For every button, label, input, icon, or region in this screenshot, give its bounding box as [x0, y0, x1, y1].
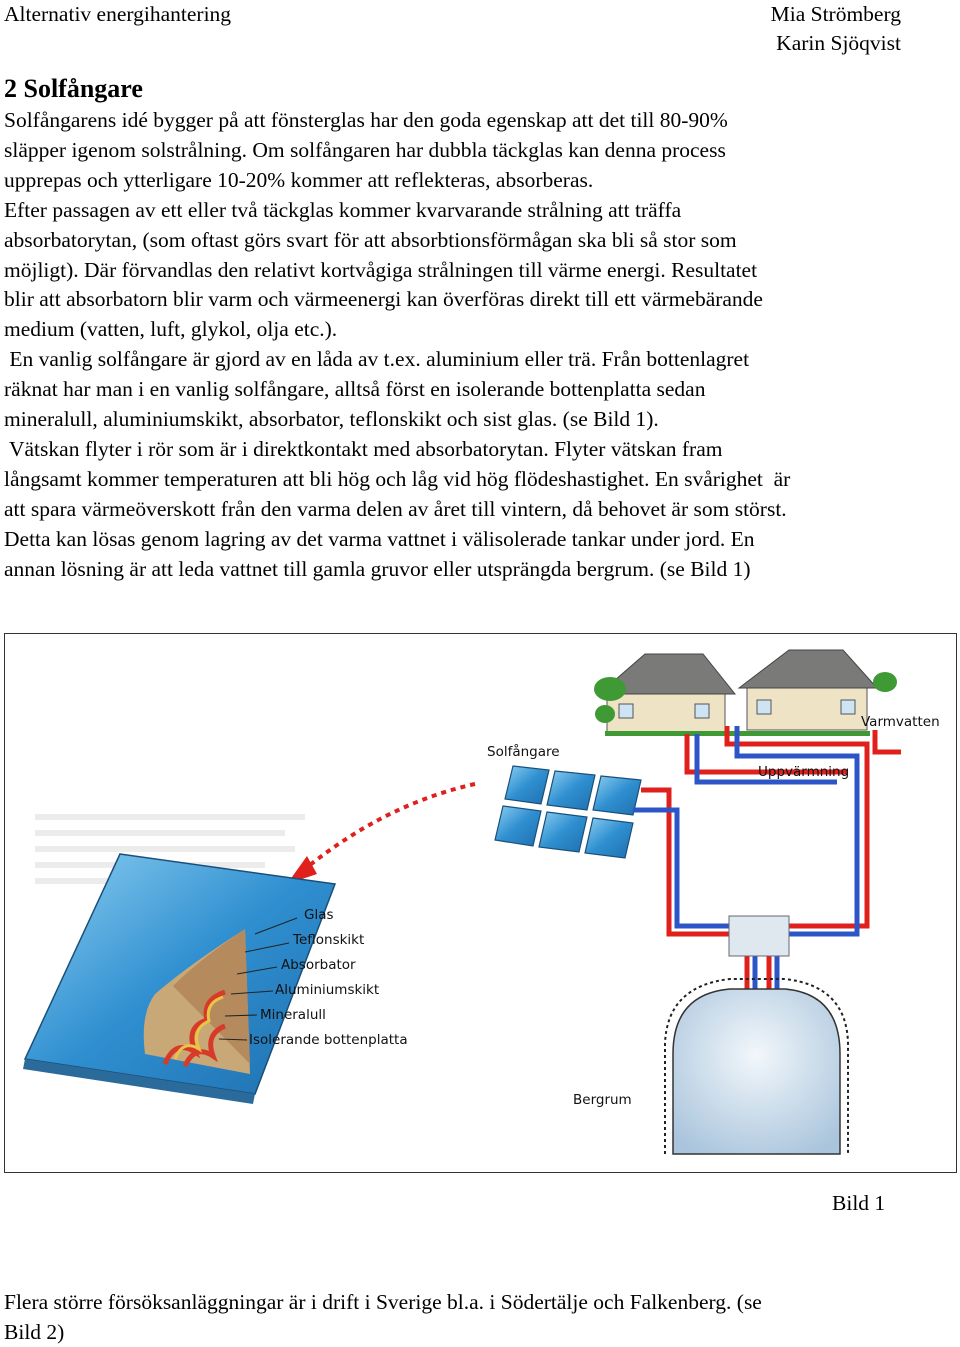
house — [739, 650, 877, 730]
body-line: Flera större försöksanläggningar är i drift i Sverige bl.a. i Södertälje och Falkenberg. (se — [4, 1290, 762, 1314]
solar-collector-figure — [4, 633, 957, 1173]
body-line: Solfångarens idé bygger på att fönsterglas har den goda egenskap att det till 80-90% — [4, 108, 728, 132]
solar-panel-array — [495, 766, 641, 858]
figure-illustration — [5, 634, 955, 1171]
body-line: räknat har man i en vanlig solfångare, alltså först en isolerande bottenplatta sedan — [4, 377, 706, 402]
author-list — [771, 0, 901, 58]
body-line: medium (vatten, luft, glykol, olja etc.). — [4, 317, 338, 342]
label-glas: Glas — [304, 907, 334, 923]
heat-exchanger — [729, 916, 789, 956]
body-line: långsamt kommer temperaturen att bli hög och låg vid hög flödeshastighet. En svårighet är — [4, 466, 791, 491]
body-line: annan lösning är att leda vattnet till gamla gruvor eller utsprängda bergrum. (se Bild 1) — [4, 556, 751, 581]
author-name: Mia Strömberg — [770, 2, 901, 26]
body-line: absorbatorytan, (som oftast görs svart för att absorbtionsförmågan ska bli så stor som — [4, 227, 737, 252]
body-line: upprepas och ytterligare 10-20% kommer att reflekteras, absorberas. — [4, 167, 594, 192]
body-line: Detta kan lösas genom lagring av det varma vattnet i välisolerade tankar under jord. En — [4, 526, 755, 551]
collector-cross-section — [23, 854, 335, 1104]
section-body — [4, 106, 949, 585]
label-mineralull: Mineralull — [260, 1007, 326, 1023]
label-aluminiumskikt: Aluminiumskikt — [275, 982, 380, 998]
body-line: En vanlig solfångare är gjord av en låda av t.ex. aluminium eller trä. Från bottenlagret — [4, 347, 750, 372]
document-title: Alternativ energihantering — [4, 2, 232, 26]
arrow-icon — [287, 784, 475, 884]
body-line: att spara värmeöverskott från den varma delen av året till vintern, då behovet är som störst. — [4, 496, 787, 521]
section-heading: 2 Solfångare — [4, 74, 143, 103]
rock-cavern — [665, 979, 848, 1154]
body-line: mineralull, aluminiumskikt, absorbator, teflonskikt och sist glas. (se Bild 1). — [4, 407, 659, 432]
body-line: möjligt). Där förvandlas den relativt kortvågiga strålningen till värme energi. Resultatet — [4, 257, 758, 282]
label-solfangare: Solfångare — [487, 744, 560, 760]
label-teflonskikt: Teflonskikt — [293, 932, 365, 948]
body-line: blir att absorbatorn blir varm och värmeenergi kan överföras direkt till ett värmebärande — [4, 287, 763, 312]
label-absorbator: Absorbator — [281, 957, 356, 973]
label-uppvarmning: Uppvärmning — [758, 764, 850, 780]
label-isolerande-bottenplatta: Isolerande bottenplatta — [249, 1032, 408, 1048]
author-name: Karin Sjöqvist — [776, 31, 901, 55]
figure-caption: Bild 1 — [832, 1191, 886, 1215]
body-line: släpper igenom solstrålning. Om solfångaren har dubbla täckglas kan denna process — [4, 137, 726, 162]
label-varmvatten: Varmvatten — [861, 714, 940, 730]
body-line: Bild 2) — [4, 1320, 65, 1344]
closing-paragraph — [4, 1287, 949, 1347]
label-bergrum: Bergrum — [573, 1092, 632, 1108]
body-line: Vätskan flyter i rör som är i direktkontakt med absorbatorytan. Flyter vätskan fram — [4, 436, 723, 461]
body-line: Efter passagen av ett eller två täckglas kommer kvarvarande strålning att träffa — [4, 197, 682, 222]
